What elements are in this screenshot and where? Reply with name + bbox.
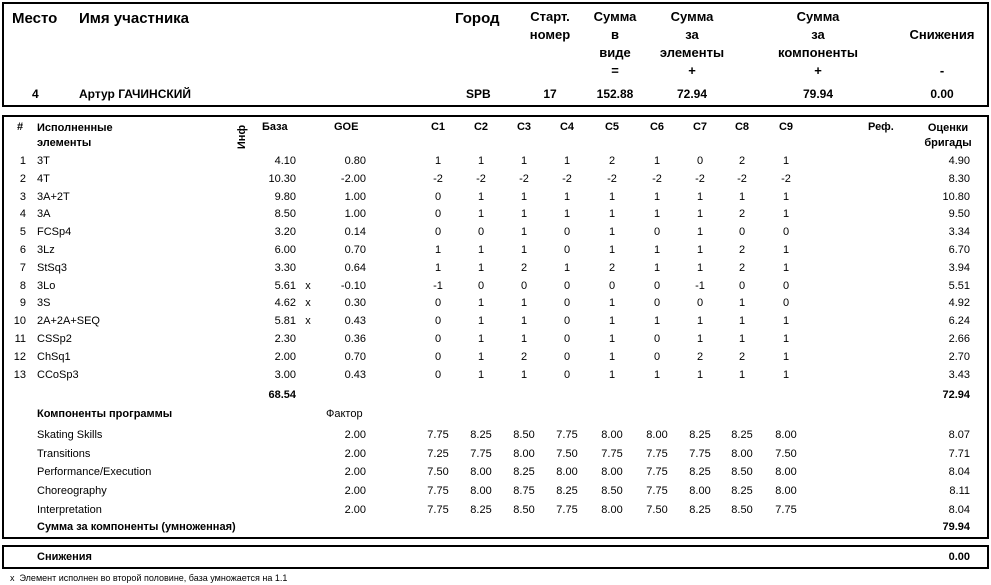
component-score: 8.04 bbox=[948, 503, 970, 516]
component-judge-mark: 7.75 bbox=[646, 447, 668, 460]
component-name: Performance/Execution bbox=[37, 466, 152, 479]
component-factor: 2.00 bbox=[344, 466, 366, 479]
element-row-num: 2 bbox=[19, 172, 26, 185]
skater-name: Артур ГАЧИНСКИЙ bbox=[79, 87, 191, 101]
component-judge-mark: 8.00 bbox=[689, 485, 711, 498]
element-judge-mark: -1 bbox=[433, 279, 443, 292]
element-judge-mark: -2 bbox=[519, 172, 529, 185]
element-judge-mark: 0 bbox=[653, 333, 661, 345]
element-score: 6.70 bbox=[948, 244, 970, 256]
deductions-value: 0.00 bbox=[948, 551, 970, 563]
judge-header-1: C1 bbox=[430, 121, 446, 133]
element-judge-mark: 0 bbox=[434, 208, 442, 221]
element-name: CCoSp3 bbox=[37, 368, 79, 381]
element-score: 3.43 bbox=[948, 368, 970, 381]
element-judge-mark: 0 bbox=[434, 350, 442, 363]
element-score: 3.94 bbox=[948, 261, 970, 274]
score-header: Оценки бригады bbox=[924, 122, 972, 149]
component-judge-mark: 8.25 bbox=[689, 429, 711, 441]
element-judge-mark: 2 bbox=[738, 155, 746, 167]
element-judge-mark: 1 bbox=[782, 368, 790, 381]
components-total: 79.94 bbox=[942, 521, 970, 533]
component-factor: 2.00 bbox=[344, 447, 366, 460]
element-judge-mark: 2 bbox=[738, 350, 746, 363]
element-judge-mark: 1 bbox=[520, 155, 528, 167]
component-judge-mark: 8.50 bbox=[601, 485, 623, 498]
components-total-label: Сумма за компоненты (умноженная) bbox=[37, 521, 236, 533]
elements-score-header: Сумма за элементы + bbox=[659, 9, 725, 78]
element-judge-mark: 1 bbox=[477, 244, 485, 256]
component-judge-mark: 8.75 bbox=[513, 485, 535, 498]
judge-header-2: C2 bbox=[473, 121, 489, 133]
element-judge-mark: 1 bbox=[520, 368, 528, 381]
component-name: Interpretation bbox=[37, 503, 102, 516]
element-score: 6.24 bbox=[948, 315, 970, 328]
element-info: x bbox=[305, 315, 311, 328]
element-goe: 0.43 bbox=[344, 315, 366, 328]
element-judge-mark: 1 bbox=[608, 368, 616, 381]
element-judge-mark: 0 bbox=[563, 333, 571, 345]
element-judge-mark: 0 bbox=[434, 368, 442, 381]
element-judge-mark: 1 bbox=[520, 297, 528, 310]
element-judge-mark: -2 bbox=[476, 172, 486, 185]
element-row-num: 4 bbox=[19, 208, 26, 221]
element-judge-mark: 1 bbox=[653, 244, 661, 256]
element-judge-mark: 0 bbox=[653, 350, 661, 363]
element-judge-mark: 1 bbox=[653, 261, 661, 274]
component-judge-mark: 8.00 bbox=[470, 466, 492, 479]
component-judge-mark: 7.75 bbox=[601, 447, 623, 460]
component-judge-mark: 8.50 bbox=[731, 503, 753, 516]
base-total: 68.54 bbox=[268, 389, 296, 401]
name-header: Имя участника bbox=[79, 10, 190, 27]
element-judge-mark: 0 bbox=[477, 226, 485, 239]
element-judge-mark: 1 bbox=[520, 208, 528, 221]
element-base: 2.30 bbox=[274, 333, 296, 345]
element-judge-mark: 0 bbox=[434, 333, 442, 345]
element-name: CSSp2 bbox=[37, 333, 72, 345]
component-judge-mark: 8.00 bbox=[556, 466, 578, 479]
element-judge-mark: 1 bbox=[782, 315, 790, 328]
city-header: Город bbox=[455, 10, 500, 27]
component-judge-mark: 8.00 bbox=[470, 485, 492, 498]
judge-header-5: C5 bbox=[604, 121, 620, 133]
element-name: ChSq1 bbox=[37, 350, 71, 363]
component-score: 7.71 bbox=[948, 447, 970, 460]
element-score: 3.34 bbox=[948, 226, 970, 239]
element-judge-mark: 2 bbox=[738, 244, 746, 256]
element-score: 2.70 bbox=[948, 350, 970, 363]
component-judge-mark: 7.75 bbox=[775, 503, 797, 516]
element-judge-mark: 1 bbox=[782, 244, 790, 256]
component-judge-mark: 7.75 bbox=[646, 485, 668, 498]
component-factor: 2.00 bbox=[344, 485, 366, 498]
footnote bbox=[10, 573, 287, 583]
element-judge-mark: 1 bbox=[477, 315, 485, 328]
judge-header-7: C7 bbox=[692, 121, 708, 133]
element-judge-mark: 1 bbox=[653, 208, 661, 221]
skater-components-score: 79.94 bbox=[802, 87, 834, 101]
deductions-header: Снижения - bbox=[909, 27, 975, 78]
element-judge-mark: 1 bbox=[696, 315, 704, 328]
element-judge-mark: 1 bbox=[520, 244, 528, 256]
element-judge-mark: 1 bbox=[738, 315, 746, 328]
element-judge-mark: 1 bbox=[696, 333, 704, 345]
element-judge-mark: 1 bbox=[782, 208, 790, 221]
element-judge-mark: 1 bbox=[477, 261, 485, 274]
element-score: 4.92 bbox=[948, 297, 970, 310]
skater-place: 4 bbox=[32, 87, 39, 101]
element-goe: 0.80 bbox=[344, 155, 366, 167]
component-judge-mark: 7.75 bbox=[556, 429, 578, 441]
element-judge-mark: 1 bbox=[477, 208, 485, 221]
element-goe: 1.00 bbox=[344, 190, 366, 203]
component-judge-mark: 8.00 bbox=[775, 485, 797, 498]
component-judge-mark: 7.50 bbox=[427, 466, 449, 479]
element-goe: 0.70 bbox=[344, 244, 366, 256]
element-name: 3S bbox=[37, 297, 51, 310]
component-judge-mark: 8.00 bbox=[601, 429, 623, 441]
element-judge-mark: 0 bbox=[434, 226, 442, 239]
element-judge-mark: 1 bbox=[563, 261, 571, 274]
element-judge-mark: 1 bbox=[782, 350, 790, 363]
element-row-num: 6 bbox=[19, 244, 26, 256]
element-judge-mark: 1 bbox=[696, 226, 704, 239]
component-judge-mark: 8.50 bbox=[513, 429, 535, 441]
element-base: 3.30 bbox=[274, 261, 296, 274]
element-judge-mark: 2 bbox=[696, 350, 704, 363]
element-base: 6.00 bbox=[274, 244, 296, 256]
element-name: 2A+2A+SEQ bbox=[37, 315, 100, 328]
element-row-num: 5 bbox=[19, 226, 26, 239]
element-info: x bbox=[305, 297, 311, 310]
judge-header-3: C3 bbox=[516, 121, 532, 133]
element-judge-mark: 1 bbox=[696, 368, 704, 381]
skater-total-score: 152.88 bbox=[596, 87, 634, 101]
element-base: 9.80 bbox=[274, 190, 296, 203]
component-judge-mark: 8.25 bbox=[689, 466, 711, 479]
element-base: 3.00 bbox=[274, 368, 296, 381]
component-judge-mark: 8.00 bbox=[775, 466, 797, 479]
element-judge-mark: 0 bbox=[653, 297, 661, 310]
skater-city: SPB bbox=[466, 87, 491, 101]
element-judge-mark: 1 bbox=[653, 315, 661, 328]
element-judge-mark: 1 bbox=[563, 155, 571, 167]
element-judge-mark: 1 bbox=[520, 315, 528, 328]
component-judge-mark: 7.75 bbox=[556, 503, 578, 516]
element-judge-mark: 1 bbox=[608, 244, 616, 256]
element-judge-mark: 0 bbox=[782, 297, 790, 310]
element-judge-mark: 1 bbox=[563, 190, 571, 203]
component-judge-mark: 7.75 bbox=[646, 466, 668, 479]
component-factor: 2.00 bbox=[344, 429, 366, 441]
component-judge-mark: 8.00 bbox=[775, 429, 797, 441]
element-score: 8.30 bbox=[948, 172, 970, 185]
element-row-num: 9 bbox=[19, 297, 26, 310]
component-judge-mark: 7.75 bbox=[689, 447, 711, 460]
element-judge-mark: -2 bbox=[781, 172, 791, 185]
component-judge-mark: 8.25 bbox=[731, 429, 753, 441]
element-judge-mark: 1 bbox=[738, 368, 746, 381]
element-goe: -0.10 bbox=[340, 279, 366, 292]
components-score-header: Сумма за компоненты + bbox=[778, 9, 858, 78]
judge-header-8: C8 bbox=[734, 121, 750, 133]
element-judge-mark: 1 bbox=[782, 155, 790, 167]
element-row-num: 13 bbox=[13, 368, 26, 381]
element-goe: 0.30 bbox=[344, 297, 366, 310]
element-judge-mark: 1 bbox=[608, 208, 616, 221]
element-base: 3.20 bbox=[274, 226, 296, 239]
element-name: StSq3 bbox=[37, 261, 67, 274]
element-name: FCSp4 bbox=[37, 226, 72, 239]
element-base: 4.62 bbox=[274, 297, 296, 310]
component-judge-mark: 8.25 bbox=[470, 429, 492, 441]
element-judge-mark: 0 bbox=[738, 226, 746, 239]
num-header: # bbox=[17, 121, 24, 133]
component-judge-mark: 7.75 bbox=[470, 447, 492, 460]
element-name: 3Lo bbox=[37, 279, 56, 292]
element-base: 5.81 bbox=[274, 315, 296, 328]
element-judge-mark: 1 bbox=[608, 190, 616, 203]
element-row-num: 12 bbox=[13, 350, 26, 363]
element-judge-mark: 0 bbox=[434, 190, 442, 203]
element-judge-mark: -2 bbox=[652, 172, 662, 185]
component-judge-mark: 8.00 bbox=[513, 447, 535, 460]
element-judge-mark: 2 bbox=[738, 208, 746, 221]
element-score: 9.50 bbox=[948, 208, 970, 221]
component-judge-mark: 7.75 bbox=[427, 485, 449, 498]
element-judge-mark: 1 bbox=[653, 368, 661, 381]
element-row-num: 11 bbox=[14, 333, 26, 345]
element-goe: 1.00 bbox=[344, 208, 366, 221]
component-judge-mark: 8.50 bbox=[731, 466, 753, 479]
element-judge-mark: 0 bbox=[696, 297, 704, 310]
element-row-num: 7 bbox=[19, 261, 26, 274]
component-score: 8.11 bbox=[949, 485, 970, 498]
element-judge-mark: 1 bbox=[520, 190, 528, 203]
component-name: Skating Skills bbox=[37, 429, 103, 441]
element-name: 3A+2T bbox=[37, 190, 70, 203]
element-judge-mark: 0 bbox=[477, 279, 485, 292]
element-name: 3T bbox=[37, 155, 50, 167]
footnote-mark: x bbox=[10, 573, 15, 583]
element-judge-mark: 1 bbox=[477, 350, 485, 363]
element-judge-mark: -2 bbox=[607, 172, 617, 185]
element-score: 5.51 bbox=[948, 279, 970, 292]
component-judge-mark: 7.75 bbox=[427, 429, 449, 441]
element-judge-mark: 1 bbox=[608, 315, 616, 328]
element-judge-mark: 0 bbox=[696, 155, 704, 167]
component-judge-mark: 8.25 bbox=[470, 503, 492, 516]
element-judge-mark: -2 bbox=[737, 172, 747, 185]
element-judge-mark: 1 bbox=[520, 226, 528, 239]
component-judge-mark: 8.00 bbox=[601, 466, 623, 479]
element-judge-mark: 1 bbox=[477, 368, 485, 381]
element-judge-mark: 1 bbox=[608, 333, 616, 345]
ref-header: Реф. bbox=[868, 121, 894, 133]
element-name: 4T bbox=[37, 172, 50, 185]
element-judge-mark: 1 bbox=[434, 261, 442, 274]
element-judge-mark: 1 bbox=[653, 155, 661, 167]
skater-elements-score: 72.94 bbox=[676, 87, 708, 101]
deductions-box bbox=[2, 545, 989, 569]
element-judge-mark: -1 bbox=[695, 279, 705, 292]
element-judge-mark: 1 bbox=[563, 208, 571, 221]
component-judge-mark: 8.00 bbox=[601, 503, 623, 516]
element-name: 3A bbox=[37, 208, 51, 221]
element-goe: 0.14 bbox=[344, 226, 366, 239]
element-header: Исполненные элементы bbox=[37, 122, 113, 149]
component-name: Transitions bbox=[37, 447, 91, 460]
element-judge-mark: -2 bbox=[562, 172, 572, 185]
element-goe: 0.43 bbox=[344, 368, 366, 381]
judge-header-4: C4 bbox=[559, 121, 575, 133]
component-score: 8.04 bbox=[948, 466, 970, 479]
judge-header-6: C6 bbox=[649, 121, 665, 133]
element-judge-mark: -2 bbox=[695, 172, 705, 185]
element-row-num: 10 bbox=[13, 315, 26, 328]
element-base: 5.61 bbox=[274, 279, 296, 292]
component-judge-mark: 7.50 bbox=[556, 447, 578, 460]
element-judge-mark: 1 bbox=[520, 333, 528, 345]
deductions-label: Снижения bbox=[37, 551, 92, 563]
element-judge-mark: 0 bbox=[608, 279, 616, 292]
element-judge-mark: 1 bbox=[608, 297, 616, 310]
component-judge-mark: 8.25 bbox=[731, 485, 753, 498]
element-judge-mark: 1 bbox=[738, 297, 746, 310]
element-judge-mark: 0 bbox=[653, 226, 661, 239]
element-judge-mark: 0 bbox=[434, 297, 442, 310]
element-judge-mark: 1 bbox=[608, 350, 616, 363]
element-judge-mark: 2 bbox=[738, 261, 746, 274]
element-judge-mark: 1 bbox=[653, 190, 661, 203]
element-goe: 0.64 bbox=[344, 261, 366, 274]
component-judge-mark: 7.25 bbox=[427, 447, 449, 460]
element-row-num: 1 bbox=[19, 155, 26, 167]
skater-start-number: 17 bbox=[543, 87, 557, 101]
components-title: Компоненты программы bbox=[37, 408, 173, 420]
elements-total: 72.94 bbox=[942, 389, 970, 401]
element-judge-mark: 1 bbox=[477, 190, 485, 203]
element-judge-mark: 0 bbox=[782, 226, 790, 239]
factor-header: Фактор bbox=[326, 408, 363, 420]
element-score: 2.66 bbox=[948, 333, 970, 345]
element-judge-mark: 2 bbox=[608, 155, 616, 167]
footnote-text: Элемент исполнен во второй половине, база умножается на 1.1 bbox=[19, 573, 288, 583]
element-judge-mark: 1 bbox=[738, 190, 746, 203]
component-factor: 2.00 bbox=[344, 503, 366, 516]
component-judge-mark: 8.25 bbox=[689, 503, 711, 516]
element-judge-mark: 1 bbox=[477, 333, 485, 345]
element-judge-mark: 1 bbox=[477, 297, 485, 310]
info-header: Инф bbox=[236, 124, 249, 150]
element-judge-mark: 2 bbox=[520, 261, 528, 274]
component-score: 8.07 bbox=[948, 429, 970, 441]
element-judge-mark: 1 bbox=[696, 190, 704, 203]
component-judge-mark: 7.75 bbox=[427, 503, 449, 516]
element-judge-mark: 0 bbox=[563, 297, 571, 310]
total-score-header: Сумма в виде = bbox=[593, 9, 637, 78]
element-info: x bbox=[305, 279, 311, 292]
element-base: 4.10 bbox=[274, 155, 296, 167]
component-judge-mark: 8.00 bbox=[646, 429, 668, 441]
component-judge-mark: 8.25 bbox=[513, 466, 535, 479]
element-judge-mark: 0 bbox=[563, 350, 571, 363]
element-name: 3Lz bbox=[37, 244, 55, 256]
element-judge-mark: 0 bbox=[563, 315, 571, 328]
element-judge-mark: 1 bbox=[434, 244, 442, 256]
element-judge-mark: 0 bbox=[653, 279, 661, 292]
element-judge-mark: 1 bbox=[477, 155, 485, 167]
component-judge-mark: 7.50 bbox=[775, 447, 797, 460]
element-judge-mark: 2 bbox=[520, 350, 528, 363]
element-judge-mark: 0 bbox=[520, 279, 528, 292]
element-judge-mark: 0 bbox=[434, 315, 442, 328]
start-number-header: Старт. номер bbox=[529, 9, 571, 42]
element-row-num: 3 bbox=[19, 190, 26, 203]
element-judge-mark: 1 bbox=[696, 208, 704, 221]
element-base: 2.00 bbox=[274, 350, 296, 363]
element-judge-mark: 1 bbox=[608, 226, 616, 239]
skater-deductions: 0.00 bbox=[930, 87, 954, 101]
element-judge-mark: 1 bbox=[738, 333, 746, 345]
element-score: 4.90 bbox=[948, 155, 970, 167]
element-judge-mark: 1 bbox=[782, 333, 790, 345]
base-header: База bbox=[262, 121, 288, 133]
element-row-num: 8 bbox=[19, 279, 26, 292]
element-score: 10.80 bbox=[942, 190, 970, 203]
judge-header-9: C9 bbox=[778, 121, 794, 133]
goe-header: GOE bbox=[334, 121, 359, 133]
element-goe: -2.00 bbox=[340, 172, 366, 185]
component-judge-mark: 8.25 bbox=[556, 485, 578, 498]
element-base: 8.50 bbox=[274, 208, 296, 221]
element-judge-mark: 1 bbox=[696, 244, 704, 256]
element-judge-mark: 2 bbox=[608, 261, 616, 274]
element-judge-mark: 0 bbox=[563, 226, 571, 239]
element-judge-mark: 0 bbox=[563, 279, 571, 292]
component-judge-mark: 8.50 bbox=[513, 503, 535, 516]
element-judge-mark: 1 bbox=[782, 190, 790, 203]
element-judge-mark: 0 bbox=[563, 368, 571, 381]
element-base: 10.30 bbox=[268, 172, 296, 185]
component-judge-mark: 7.50 bbox=[646, 503, 668, 516]
element-judge-mark: 0 bbox=[563, 244, 571, 256]
place-header: Место bbox=[12, 10, 58, 27]
element-judge-mark: 1 bbox=[434, 155, 442, 167]
element-judge-mark: -2 bbox=[433, 172, 443, 185]
element-goe: 0.70 bbox=[344, 350, 366, 363]
element-goe: 0.36 bbox=[344, 333, 366, 345]
element-judge-mark: 0 bbox=[782, 279, 790, 292]
element-judge-mark: 1 bbox=[696, 261, 704, 274]
component-name: Choreography bbox=[37, 485, 107, 498]
component-judge-mark: 8.00 bbox=[731, 447, 753, 460]
element-judge-mark: 0 bbox=[738, 279, 746, 292]
element-judge-mark: 1 bbox=[782, 261, 790, 274]
